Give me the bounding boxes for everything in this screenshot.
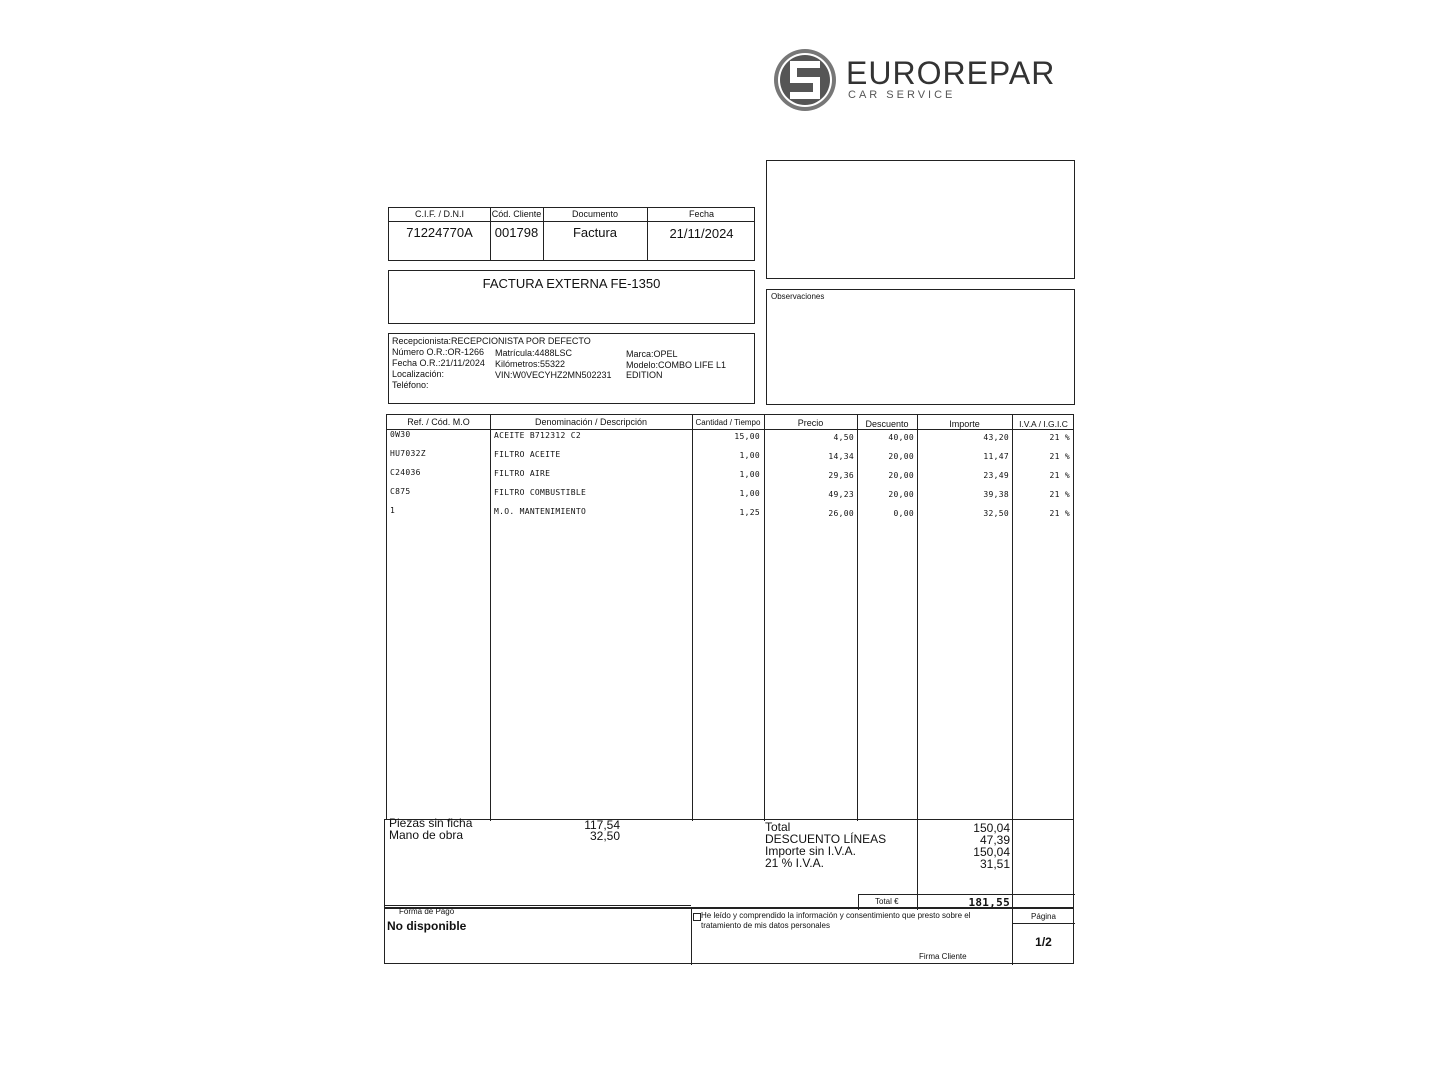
row-iva: 21 %	[1049, 433, 1070, 442]
marca: Marca:OPEL	[626, 349, 678, 359]
importe-sin-iva-value: 150,04	[973, 845, 1010, 859]
kilometros: Kilómetros:55322	[495, 359, 566, 369]
value-fecha: 21/11/2024	[669, 226, 734, 241]
observaciones-label: Observaciones	[771, 292, 825, 301]
numero-or: Número O.R.:OR-1266	[392, 347, 485, 357]
row-desc: M.O. MANTENIMIENTO	[494, 507, 587, 516]
col-iva: I.V.A / I.G.I.C	[1019, 419, 1068, 429]
piezas-label: Piezas sin ficha	[389, 816, 473, 830]
row-qty: 1,00	[739, 470, 760, 479]
col-cantidad: Cantidad / Tiempo	[695, 418, 761, 427]
modelo: Modelo:COMBO LIFE L1	[626, 360, 727, 370]
row-iva: 21 %	[1049, 471, 1070, 480]
brand-tagline: CAR SERVICE	[848, 89, 956, 101]
row-precio: 4,50	[833, 433, 854, 442]
mano-obra-label: Mano de obra	[389, 828, 464, 842]
brand-name: EUROREPAR	[846, 55, 1056, 91]
row-qty: 1,25	[739, 508, 760, 517]
header-cod-cliente: Cód. Cliente	[491, 209, 542, 219]
row-desc: FILTRO COMBUSTIBLE	[494, 488, 587, 497]
row-qty: 15,00	[734, 432, 760, 441]
row-ref: C24036	[390, 468, 421, 477]
row-qty: 1,00	[739, 451, 760, 460]
lines-table	[386, 414, 1074, 820]
row-importe: 43,20	[983, 433, 1009, 442]
row-precio: 29,36	[828, 471, 854, 480]
row-importe: 39,38	[983, 490, 1009, 499]
piezas-value: 117,54	[584, 818, 620, 832]
invoice-title: FACTURA EXTERNA FE-1350	[482, 276, 661, 291]
forma-pago-value: No disponible	[387, 919, 467, 933]
row-dto: 20,00	[888, 452, 914, 461]
recepcionista: Recepcionista:RECEPCIONISTA POR DEFECTO	[392, 336, 591, 346]
col-descripcion: Denominación / Descripción	[534, 417, 648, 427]
telefono: Teléfono:	[392, 380, 429, 390]
descuento-lineas-value: 47,39	[979, 833, 1010, 847]
row-ref: 0W30	[390, 430, 411, 439]
brand-logo	[772, 47, 1072, 113]
reception-box	[388, 333, 755, 404]
col-ref: Ref. / Cód. M.O	[407, 417, 470, 427]
row-ref: HU7032Z	[390, 449, 426, 458]
pagina-value: 1/2	[1035, 935, 1052, 949]
row-dto: 40,00	[888, 433, 914, 442]
row-desc: ACEITE B712312 C2	[494, 431, 581, 440]
observaciones-box	[766, 289, 1075, 405]
iva-value: 31,51	[979, 857, 1010, 871]
row-iva: 21 %	[1049, 490, 1070, 499]
consent-text-2: tratamiento de mis datos personales	[701, 921, 830, 930]
row-importe: 32,50	[983, 509, 1009, 518]
col-descuento: Descuento	[865, 419, 909, 429]
eurorepar-logo-icon	[772, 47, 838, 113]
forma-pago-label: Forma de Pago	[399, 907, 455, 916]
row-ref: C875	[390, 487, 411, 496]
row-dto: 0,00	[893, 509, 914, 518]
row-qty: 1,00	[739, 489, 760, 498]
header-cif: C.I.F. / D.N.I	[414, 209, 464, 219]
localizacion: Localización:	[392, 369, 445, 379]
total-eur-label: Total €	[875, 897, 899, 906]
col-importe: Importe	[949, 419, 980, 429]
mano-obra-value: 32,50	[589, 829, 620, 843]
summary-box	[384, 816, 1074, 909]
header-documento: Documento	[571, 209, 619, 219]
importe-sin-iva-label: Importe sin I.V.A.	[765, 844, 856, 858]
row-precio: 49,23	[828, 490, 854, 499]
iva-label: 21 % I.V.A.	[765, 856, 824, 870]
row-iva: 21 %	[1049, 452, 1070, 461]
row-dto: 20,00	[888, 471, 914, 480]
customer-address-box	[766, 160, 1075, 279]
footer-box	[384, 907, 1074, 964]
matricula: Matrícula:4488LSC	[495, 348, 573, 358]
value-cif: 71224770A	[406, 225, 473, 240]
value-cod-cliente: 001798	[494, 225, 539, 240]
fecha-or: Fecha O.R.:21/11/2024	[392, 358, 485, 368]
row-iva: 21 %	[1049, 509, 1070, 518]
row-precio: 26,00	[828, 509, 854, 518]
descuento-lineas-label: DESCUENTO LÍNEAS	[765, 832, 887, 846]
row-dto: 20,00	[888, 490, 914, 499]
total-eur-value: 181,55	[968, 896, 1010, 909]
firma-cliente-label: Firma Cliente	[919, 952, 967, 961]
row-importe: 23,49	[983, 471, 1009, 480]
pagina-label: Página	[1031, 912, 1056, 921]
vin: VIN:W0VECYHZ2MN502231	[495, 370, 612, 380]
total-label: Total	[765, 820, 791, 834]
row-precio: 14,34	[828, 452, 854, 461]
row-ref: 1	[390, 506, 396, 515]
header-fecha: Fecha	[688, 209, 714, 219]
col-precio: Precio	[797, 418, 824, 428]
consent-checkbox[interactable]	[693, 913, 701, 921]
invoice-title-box	[388, 270, 755, 324]
header-table	[388, 207, 755, 261]
row-desc: FILTRO AIRE	[494, 469, 551, 478]
modelo-edition: EDITION	[626, 370, 663, 380]
consent-text-1: He leído y comprendido la información y consentimiento que presto sobre el	[701, 911, 971, 920]
row-importe: 11,47	[983, 452, 1009, 461]
row-desc: FILTRO ACEITE	[494, 450, 561, 459]
value-documento: Factura	[572, 225, 618, 240]
total-value: 150,04	[973, 821, 1010, 835]
